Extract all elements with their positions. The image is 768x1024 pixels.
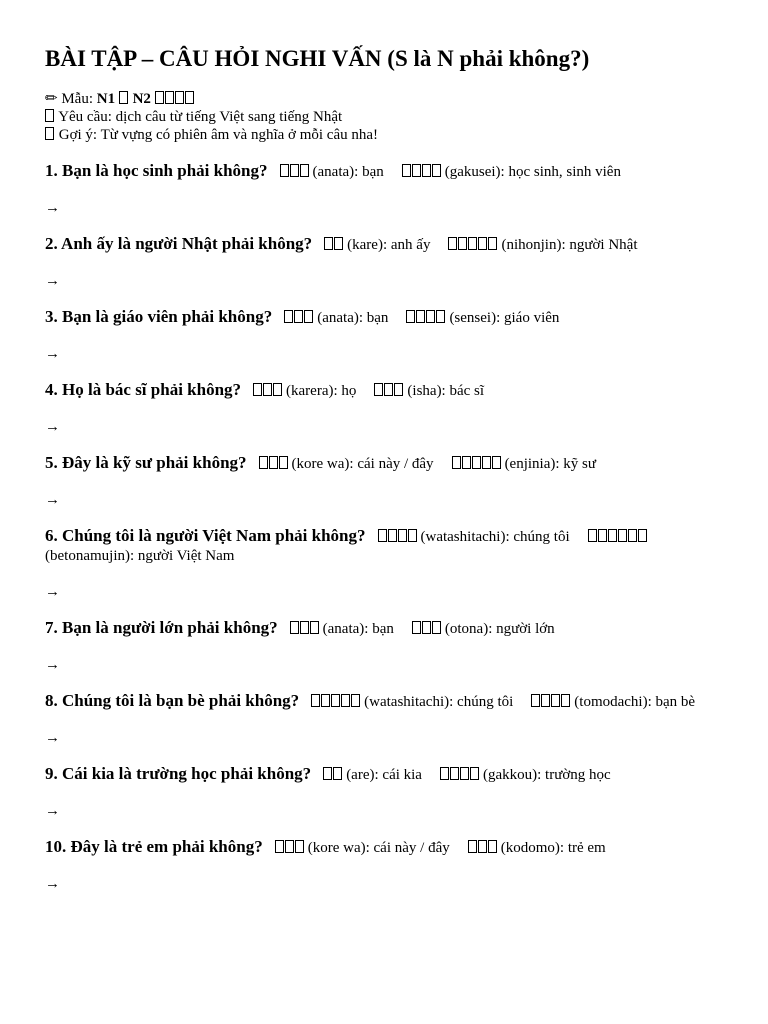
answer-arrow: →: [45, 419, 60, 435]
japanese-word: [290, 620, 320, 639]
missing-glyph-icon: [311, 694, 320, 707]
vocab-hint: [531, 694, 695, 710]
question-text: 9. Cái kia là trường học phải không?: [45, 764, 312, 783]
vocab-hint: [452, 456, 596, 472]
vocab-hint: [448, 237, 637, 253]
vocab-gloss: (otona): người lớn: [444, 621, 555, 637]
missing-glyph-icon: [598, 529, 607, 542]
missing-glyph-icon: [284, 310, 293, 323]
vocab-gloss: (watashitachi): chúng tôi: [420, 529, 570, 545]
japanese-word: [531, 693, 571, 712]
answer-arrow: →: [45, 876, 60, 892]
missing-glyph-icon: [285, 840, 294, 853]
vocab-gloss: (anata): bạn: [312, 164, 384, 180]
missing-glyph-icon: [468, 840, 477, 853]
question-text: 2. Anh ấy là người Nhật phải không?: [45, 234, 313, 253]
missing-glyph-icon: [408, 529, 417, 542]
missing-glyph-icon: [304, 310, 313, 323]
missing-glyph-icon: [432, 164, 441, 177]
answer-arrow: →: [45, 657, 60, 673]
question-item: [45, 161, 723, 182]
pattern-prefix: ✏ Mẫu:: [45, 91, 97, 107]
japanese-word: [406, 309, 446, 328]
missing-glyph-icon: [324, 237, 333, 250]
missing-glyph-icon: [618, 529, 627, 542]
missing-glyph-icon: [341, 694, 350, 707]
missing-glyph-icon: [551, 694, 560, 707]
vocab-hint: [284, 310, 388, 326]
missing-glyph-icon: [321, 694, 330, 707]
vocab-hint: [275, 840, 450, 856]
missing-glyph-icon: [462, 456, 471, 469]
instructions: [45, 90, 723, 144]
missing-glyph-icon: [269, 456, 278, 469]
vocab-gloss: (kore wa): cái này / đây: [307, 840, 450, 856]
vocab-gloss: (anata): bạn: [322, 621, 394, 637]
question-item: [45, 618, 723, 639]
japanese-word: [253, 382, 283, 401]
missing-glyph-icon: [374, 383, 383, 396]
missing-glyph-icon: [275, 840, 284, 853]
vocab-gloss: (tomodachi): bạn bè: [574, 694, 696, 710]
missing-glyph-icon: [259, 456, 268, 469]
vocab-gloss: (isha): bác sĩ: [407, 383, 485, 399]
missing-glyph-icon: [492, 456, 501, 469]
vocab-gloss: (kodomo): trẻ em: [500, 840, 606, 856]
missing-glyph-icon: [488, 840, 497, 853]
vocab-gloss: (gakusei): học sinh, sinh viên: [444, 164, 621, 180]
missing-glyph-icon: [310, 621, 319, 634]
japanese-word: [311, 693, 361, 712]
missing-glyph-icon: [331, 694, 340, 707]
hint-text: Gợi ý: Từ vựng có phiên âm và nghĩa ở mỗi câu nha!: [55, 127, 379, 143]
question-list: [45, 161, 723, 893]
missing-glyph-icon: [263, 383, 272, 396]
japanese-word: [412, 620, 442, 639]
japanese-word: [259, 455, 289, 474]
question-item: [45, 526, 723, 566]
vocab-hint: [402, 164, 621, 180]
missing-glyph-icon: [334, 237, 343, 250]
pattern-n2: N2: [128, 91, 155, 107]
vocab-gloss: (nihonjin): người Nhật: [501, 237, 638, 253]
japanese-word: [468, 839, 498, 858]
question-text: 3. Bạn là giáo viên phải không?: [45, 307, 273, 326]
vocab-hint: [468, 840, 606, 856]
vocab-hint: [290, 621, 394, 637]
missing-glyph-icon: [378, 529, 387, 542]
japanese-word: [280, 163, 310, 182]
missing-glyph-icon: [440, 767, 449, 780]
vocab-hint: [253, 383, 356, 399]
missing-glyph-icon: [300, 164, 309, 177]
missing-glyph-icon: [638, 529, 647, 542]
missing-glyph-icon: [165, 91, 174, 104]
vocab-gloss: (watashitachi): chúng tôi: [364, 694, 514, 710]
vocab-gloss: (kare): anh ấy: [347, 237, 431, 253]
vocab-gloss: (betonamujin): người Việt Nam: [45, 548, 235, 564]
vocab-hint: [324, 237, 430, 253]
missing-glyph-icon: [155, 91, 164, 104]
missing-glyph-icon: [294, 310, 303, 323]
missing-glyph-icon: [478, 237, 487, 250]
missing-glyph-icon: [452, 456, 461, 469]
missing-glyph-icon: [608, 529, 617, 542]
missing-glyph-icon: [541, 694, 550, 707]
japanese-word: [324, 236, 344, 255]
question-text: 8. Chúng tôi là bạn bè phải không?: [45, 691, 300, 710]
japanese-word: [284, 309, 314, 328]
japanese-word: [275, 839, 305, 858]
missing-glyph-icon: [468, 237, 477, 250]
japanese-word: [378, 528, 418, 547]
vocab-gloss: (sensei): giáo viên: [449, 310, 560, 326]
missing-glyph-icon: [472, 456, 481, 469]
missing-glyph-icon: [388, 529, 397, 542]
vocab-gloss: (enjinia): kỹ sư: [504, 456, 597, 472]
missing-glyph-icon: [412, 621, 421, 634]
missing-glyph-icon: [384, 383, 393, 396]
missing-glyph-icon: [394, 383, 403, 396]
missing-glyph-icon: [561, 694, 570, 707]
missing-glyph-icon: [45, 127, 54, 140]
missing-glyph-icon: [175, 91, 184, 104]
missing-glyph-icon: [488, 237, 497, 250]
hint-line: [45, 126, 723, 144]
japanese-word: [374, 382, 404, 401]
answer-arrow: →: [45, 730, 60, 746]
missing-glyph-icon: [412, 164, 421, 177]
answer-arrow: →: [45, 200, 60, 216]
missing-glyph-icon: [333, 767, 342, 780]
answer-arrow: →: [45, 492, 60, 508]
missing-glyph-icon: [450, 767, 459, 780]
missing-glyph-icon: [45, 109, 54, 122]
missing-glyph-icon: [185, 91, 194, 104]
missing-glyph-icon: [273, 383, 282, 396]
question-item: [45, 380, 723, 401]
japanese-word: [440, 766, 480, 785]
japanese-word: [402, 163, 442, 182]
vocab-hint: [259, 456, 434, 472]
answer-arrow: →: [45, 584, 60, 600]
missing-glyph-icon: [279, 456, 288, 469]
vocab-gloss: (are): cái kia: [346, 767, 422, 783]
answer-arrow: →: [45, 346, 60, 362]
missing-glyph-icon: [448, 237, 457, 250]
japanese-word: [323, 766, 343, 785]
missing-glyph-icon: [436, 310, 445, 323]
missing-glyph-icon: [588, 529, 597, 542]
missing-glyph-icon: [406, 310, 415, 323]
vocab-hint: [412, 621, 555, 637]
question-text: 6. Chúng tôi là người Việt Nam phải không?: [45, 526, 366, 545]
missing-glyph-icon: [628, 529, 637, 542]
japanese-word: [452, 455, 502, 474]
pattern-n1: N1: [96, 91, 119, 107]
vocab-gloss: (anata): bạn: [317, 310, 389, 326]
missing-glyph-icon: [426, 310, 435, 323]
missing-glyph-icon: [280, 164, 289, 177]
missing-glyph-icon: [398, 529, 407, 542]
vocab-hint: [378, 529, 570, 545]
japanese-word: [588, 528, 648, 547]
answer-arrow: →: [45, 273, 60, 289]
pattern-line: [45, 90, 723, 108]
vocab-hint: [311, 694, 513, 710]
missing-glyph-icon: [295, 840, 304, 853]
vocab-gloss: (karera): họ: [286, 383, 357, 399]
vocab-hint: [280, 164, 384, 180]
question-text: 5. Đây là kỹ sư phải không?: [45, 453, 247, 472]
missing-glyph-icon: [351, 694, 360, 707]
requirement-text: Yêu cầu: dịch câu từ tiếng Việt sang tiếng Nhật: [55, 109, 343, 125]
missing-glyph-icon: [460, 767, 469, 780]
question-item: [45, 307, 723, 328]
missing-glyph-icon: [290, 164, 299, 177]
question-text: 7. Bạn là người lớn phải không?: [45, 618, 278, 637]
question-item: [45, 691, 723, 712]
missing-glyph-icon: [470, 767, 479, 780]
vocab-gloss: (kore wa): cái này / đây: [291, 456, 434, 472]
question-item: [45, 837, 723, 858]
vocab-hint: [406, 310, 559, 326]
vocab-hint: [374, 383, 484, 399]
missing-glyph-icon: [253, 383, 262, 396]
question-item: [45, 234, 723, 255]
question-item: [45, 764, 723, 785]
missing-glyph-icon: [458, 237, 467, 250]
missing-glyph-icon: [422, 621, 431, 634]
vocab-gloss: (gakkou): trường học: [482, 767, 611, 783]
missing-glyph-icon: [531, 694, 540, 707]
requirement-line: [45, 108, 723, 126]
missing-glyph-icon: [290, 621, 299, 634]
answer-arrow: →: [45, 803, 60, 819]
question-text: 4. Họ là bác sĩ phải không?: [45, 380, 242, 399]
missing-glyph-icon: [323, 767, 332, 780]
question-text: 1. Bạn là học sinh phải không?: [45, 161, 268, 180]
missing-glyph-icon: [300, 621, 309, 634]
missing-glyph-icon: [432, 621, 441, 634]
question-text: 10. Đây là trẻ em phải không?: [45, 837, 263, 856]
missing-glyph-icon: [478, 840, 487, 853]
missing-glyph-icon: [119, 91, 128, 104]
missing-glyph-icon: [402, 164, 411, 177]
question-item: [45, 453, 723, 474]
vocab-hint: [323, 767, 422, 783]
missing-glyph-icon: [482, 456, 491, 469]
vocab-hint: [440, 767, 611, 783]
japanese-word: [448, 236, 498, 255]
missing-glyph-icon: [416, 310, 425, 323]
page-title: BÀI TẬP – CÂU HỎI NGHI VẤN (S là N phải không?): [45, 46, 590, 71]
missing-glyph-icon: [422, 164, 431, 177]
